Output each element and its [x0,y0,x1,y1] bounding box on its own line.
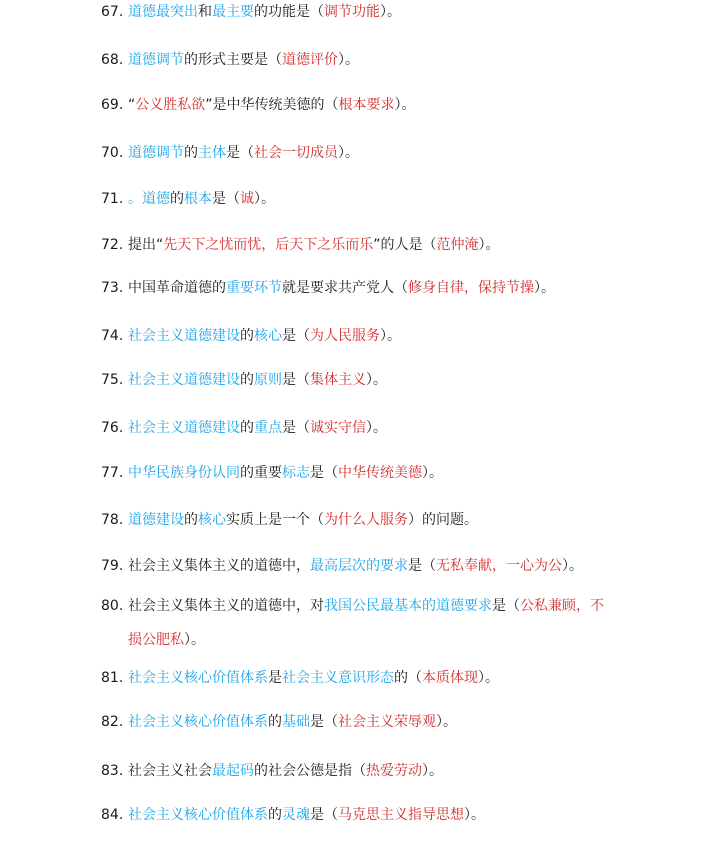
keyword-text: 主体 [198,145,226,161]
answer-text: 损公肥私 [128,632,184,648]
question-text: ）。 [380,328,401,344]
question-text: ）。 [478,237,500,253]
list-item [101,326,661,346]
question-text: ）。 [422,465,443,481]
question-text: 社会主义集体主义的道德中， [128,558,310,574]
question-text: ）。 [338,52,359,68]
question-text: ）。 [184,632,205,648]
question-text: ”是中华传统美德的（ [205,97,339,113]
question-text: 是（ [408,558,436,574]
keyword-text: 社会主义意识形态 [282,670,394,686]
item-number: 74. [101,328,124,344]
question-text: 的 [184,145,198,161]
keyword-text: 灵魂 [282,807,310,823]
item-number: 68. [101,52,124,68]
keyword-text: 我国公民最基本的道德要求 [324,598,492,614]
question-text: ）。 [464,807,485,823]
answer-text: 社会一切成员 [254,145,338,161]
question-text: ）。 [436,714,457,730]
question-text: 是（ [212,191,240,207]
item-number: 77. [101,465,124,481]
item-number: 75. [101,372,124,388]
question-text: ）。 [478,670,499,686]
question-text: 是（ [310,465,338,481]
list-item [101,278,661,298]
keyword-text: 道德建设 [128,512,184,528]
answer-text: 诚 [240,191,254,207]
question-text: 就是要求共产党人（ [282,280,408,296]
question-text: 的 [170,191,184,207]
question-text: ）。 [366,372,387,388]
answer-text: 为人民服务 [310,328,380,344]
question-text: ）。 [338,145,359,161]
question-text: 的 [268,807,282,823]
question-text: 中国革命道德的 [128,280,226,296]
question-text: 的 [240,420,254,436]
list-item [101,463,661,483]
question-text: 提出“ [128,237,164,253]
question-text: ）。 [380,4,401,20]
keyword-text: 社会主义道德建设 [128,328,240,344]
question-text: 是 [268,670,282,686]
question-text: “ [128,97,136,113]
list-item [101,50,661,70]
question-text: 的（ [394,670,422,686]
answer-text: 调节功能 [324,4,380,20]
question-text: ）的问题。 [408,512,478,528]
list-item [101,2,661,22]
answer-text: 诚实守信 [310,420,366,436]
question-text: 是（ [310,807,338,823]
keyword-text: 社会主义核心价值体系 [128,670,268,686]
question-text: ）。 [562,558,583,574]
answer-text: 公私兼顾，不 [520,598,604,614]
keyword-text: 。道德 [128,191,170,207]
question-text: ）。 [394,97,416,113]
item-number: 76. [101,420,124,436]
answer-text: 根本要求 [338,97,395,113]
item-number: 83. [101,763,124,779]
answer-text: 集体主义 [310,372,366,388]
answer-text: 马克思主义指导思想 [338,807,464,823]
list-item [101,668,661,688]
item-number: 84. [101,807,124,823]
keyword-text: 最高层次的要求 [310,558,408,574]
answer-text: 道德评价 [282,52,338,68]
answer-text: 热爱劳动 [366,763,422,779]
keyword-text: 社会主义道德建设 [128,372,240,388]
keyword-text: 重点 [254,420,282,436]
item-number: 72. [101,237,124,253]
list-item [101,761,661,781]
question-text: 的重要 [240,465,282,481]
keyword-text: 根本 [184,191,212,207]
answer-text: 中华传统美德 [338,465,422,481]
item-number: 78. [101,512,124,528]
item-number: 70. [101,145,124,161]
item-number: 79. [101,558,124,574]
question-text: 是（ [226,145,254,161]
item-number: 67. [101,4,124,20]
question-text: 是（ [310,714,338,730]
question-text: 的 [268,714,282,730]
question-text: 是（ [282,372,310,388]
keyword-text: 核心 [198,512,226,528]
keyword-text: 标志 [282,465,310,481]
list-item [101,370,661,390]
question-text: 是（ [492,598,520,614]
list-item [101,143,661,163]
list-item [101,805,661,825]
question-text: 的形式主要是（ [184,52,282,68]
question-text: ”的人是（ [373,237,437,253]
item-number: 73. [101,280,124,296]
item-number: 82. [101,714,124,730]
item-number: 69. [101,97,124,113]
list-item [101,418,661,438]
keyword-text: 道德最突出 [128,4,198,20]
question-text: 社会主义集体主义的道德中，对 [128,598,324,614]
question-text: ）。 [534,280,555,296]
keyword-text: 核心 [254,328,282,344]
question-text: 是（ [282,420,310,436]
question-text: 的 [240,328,254,344]
list-item [101,556,661,576]
item-number: 81. [101,670,124,686]
keyword-text: 原则 [254,372,282,388]
question-text: 的 [184,512,198,528]
question-text: 的社会公德是指（ [254,763,366,779]
keyword-text: 最主要 [212,4,254,20]
list-item [101,712,661,732]
item-80-continuation [128,630,205,650]
item-number: 71. [101,191,124,207]
keyword-text: 重要环节 [226,280,282,296]
list-item [101,510,661,530]
answer-text: 范仲淹 [436,237,479,253]
list-item [101,235,661,255]
list-item [101,189,661,209]
answer-text: 为什么人服务 [324,512,408,528]
keyword-text: 社会主义核心价值体系 [128,714,268,730]
answer-text: 社会主义荣辱观 [338,714,436,730]
keyword-text: 社会主义核心价值体系 [128,807,268,823]
keyword-text: 基础 [282,714,310,730]
question-text: 的 [240,372,254,388]
question-text: 实质上是一个（ [226,512,324,528]
question-text: ）。 [254,191,275,207]
keyword-text: 道德调节 [128,145,184,161]
answer-text: 修身自律，保持节操 [408,280,534,296]
answer-text: 先天下之忧而忧，后天下之乐而乐 [163,237,374,253]
answer-text: 本质体现 [422,670,478,686]
keyword-text: 道德调节 [128,52,184,68]
keyword-text: 中华民族身份认同 [128,465,240,481]
question-text: ）。 [422,763,443,779]
keyword-text: 最起码 [212,763,254,779]
question-text: 和 [198,4,212,20]
question-text: 的功能是（ [254,4,324,20]
question-text: ）。 [366,420,387,436]
answer-text: 无私奉献，一心为公 [436,558,562,574]
keyword-text: 社会主义道德建设 [128,420,240,436]
question-text: 是（ [282,328,310,344]
list-item [101,596,661,616]
answer-text: 公义胜私欲 [135,97,206,113]
item-number: 80. [101,598,124,614]
list-item [101,95,661,115]
question-text: 社会主义社会 [128,763,212,779]
